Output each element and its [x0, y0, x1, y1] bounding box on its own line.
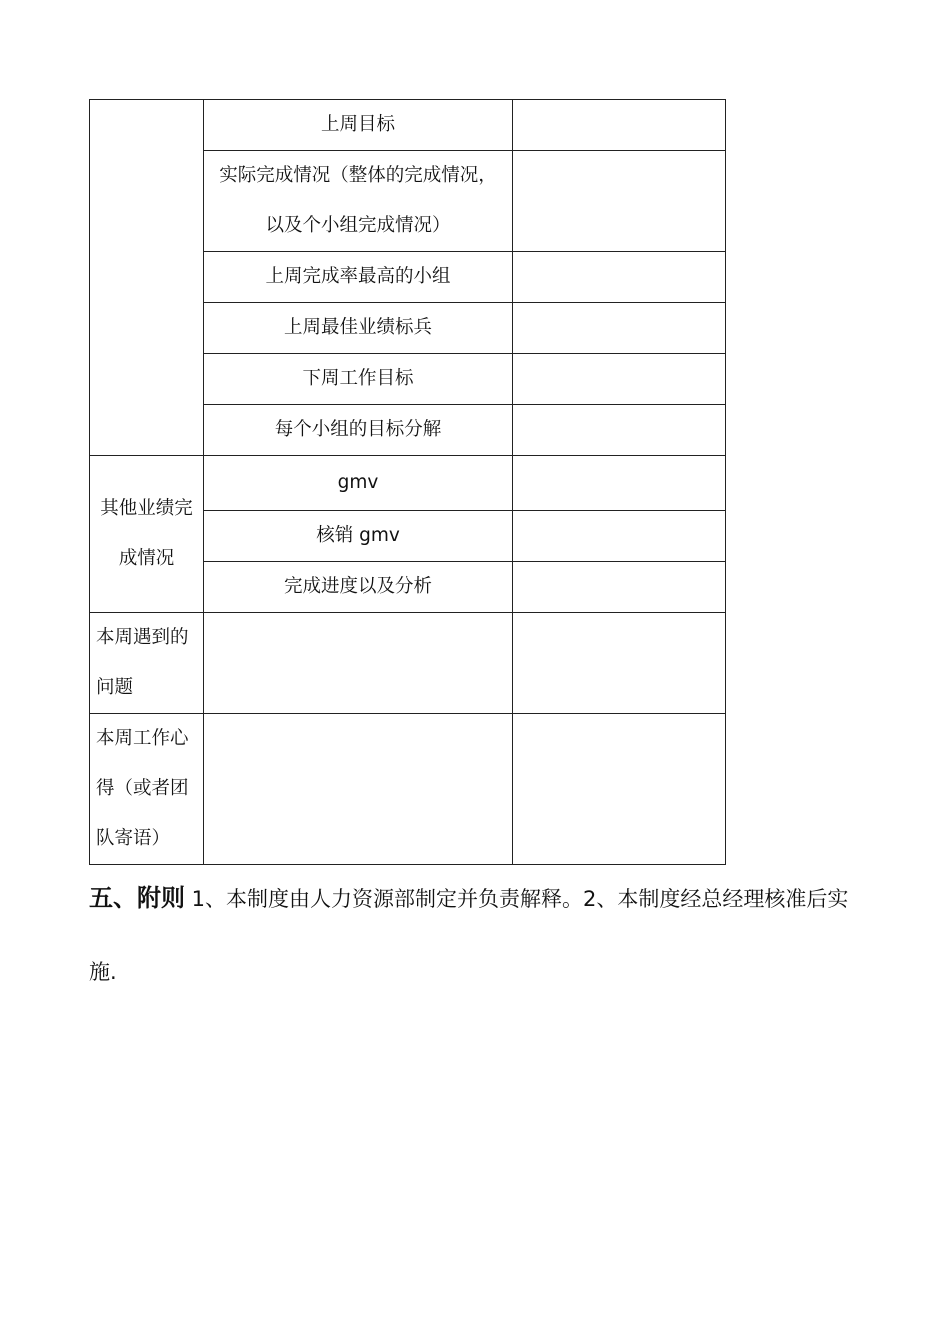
section-label-cell: [90, 714, 204, 865]
item-cell: [204, 405, 513, 456]
section-label: 本周工作心 得（或者团 队寄语）: [96, 728, 189, 849]
value-cell[interactable]: [513, 613, 726, 714]
item-cell: [204, 562, 513, 613]
item-cell: [204, 354, 513, 405]
section-label-cell: [90, 456, 204, 613]
item-cell: [204, 252, 513, 303]
item-cell: [204, 151, 513, 252]
value-cell[interactable]: [513, 405, 726, 456]
item-label: 实际完成情况（整体的完成情况， 以及个小组完成情况）: [219, 165, 497, 236]
value-cell[interactable]: [513, 562, 726, 613]
appendix-heading: 五、附则: [89, 884, 185, 912]
table-row: [90, 100, 726, 151]
item-label: 完成进度以及分析: [283, 576, 432, 597]
item-label: 上周最佳业绩标兵: [283, 317, 432, 338]
item-cell: [204, 456, 513, 511]
appendix-text: 1、本制度由人力资源部制定并负责解释。2、本制度经总经理核准后实施.: [89, 887, 849, 984]
section-label-empty: [90, 100, 204, 456]
item-cell[interactable]: [204, 613, 513, 714]
item-cell: [204, 100, 513, 151]
item-label: 下周工作目标: [302, 368, 414, 389]
value-cell[interactable]: [513, 303, 726, 354]
value-cell[interactable]: [513, 354, 726, 405]
item-cell[interactable]: [204, 714, 513, 865]
weekly-report-table: [89, 99, 726, 865]
value-cell[interactable]: [513, 456, 726, 511]
item-label: 核销 gmv: [316, 525, 400, 546]
item-label: 每个小组的目标分解: [274, 419, 442, 440]
item-cell: [204, 511, 513, 562]
section-label: 其他业绩完 成情况: [100, 498, 193, 569]
item-label: 上周目标: [320, 114, 395, 135]
item-label: 上周完成率最高的小组: [265, 266, 451, 287]
section-label-cell: [90, 613, 204, 714]
appendix-paragraph: [89, 862, 869, 1009]
value-cell[interactable]: [513, 252, 726, 303]
value-cell[interactable]: [513, 511, 726, 562]
table-row: [90, 714, 726, 865]
value-cell[interactable]: [513, 151, 726, 252]
table-row: [90, 613, 726, 714]
section-label: 本周遇到的 问题: [96, 627, 189, 698]
value-cell[interactable]: [513, 714, 726, 865]
item-label: gmv: [337, 472, 379, 493]
value-cell[interactable]: [513, 100, 726, 151]
table-row: [90, 456, 726, 511]
item-cell: [204, 303, 513, 354]
